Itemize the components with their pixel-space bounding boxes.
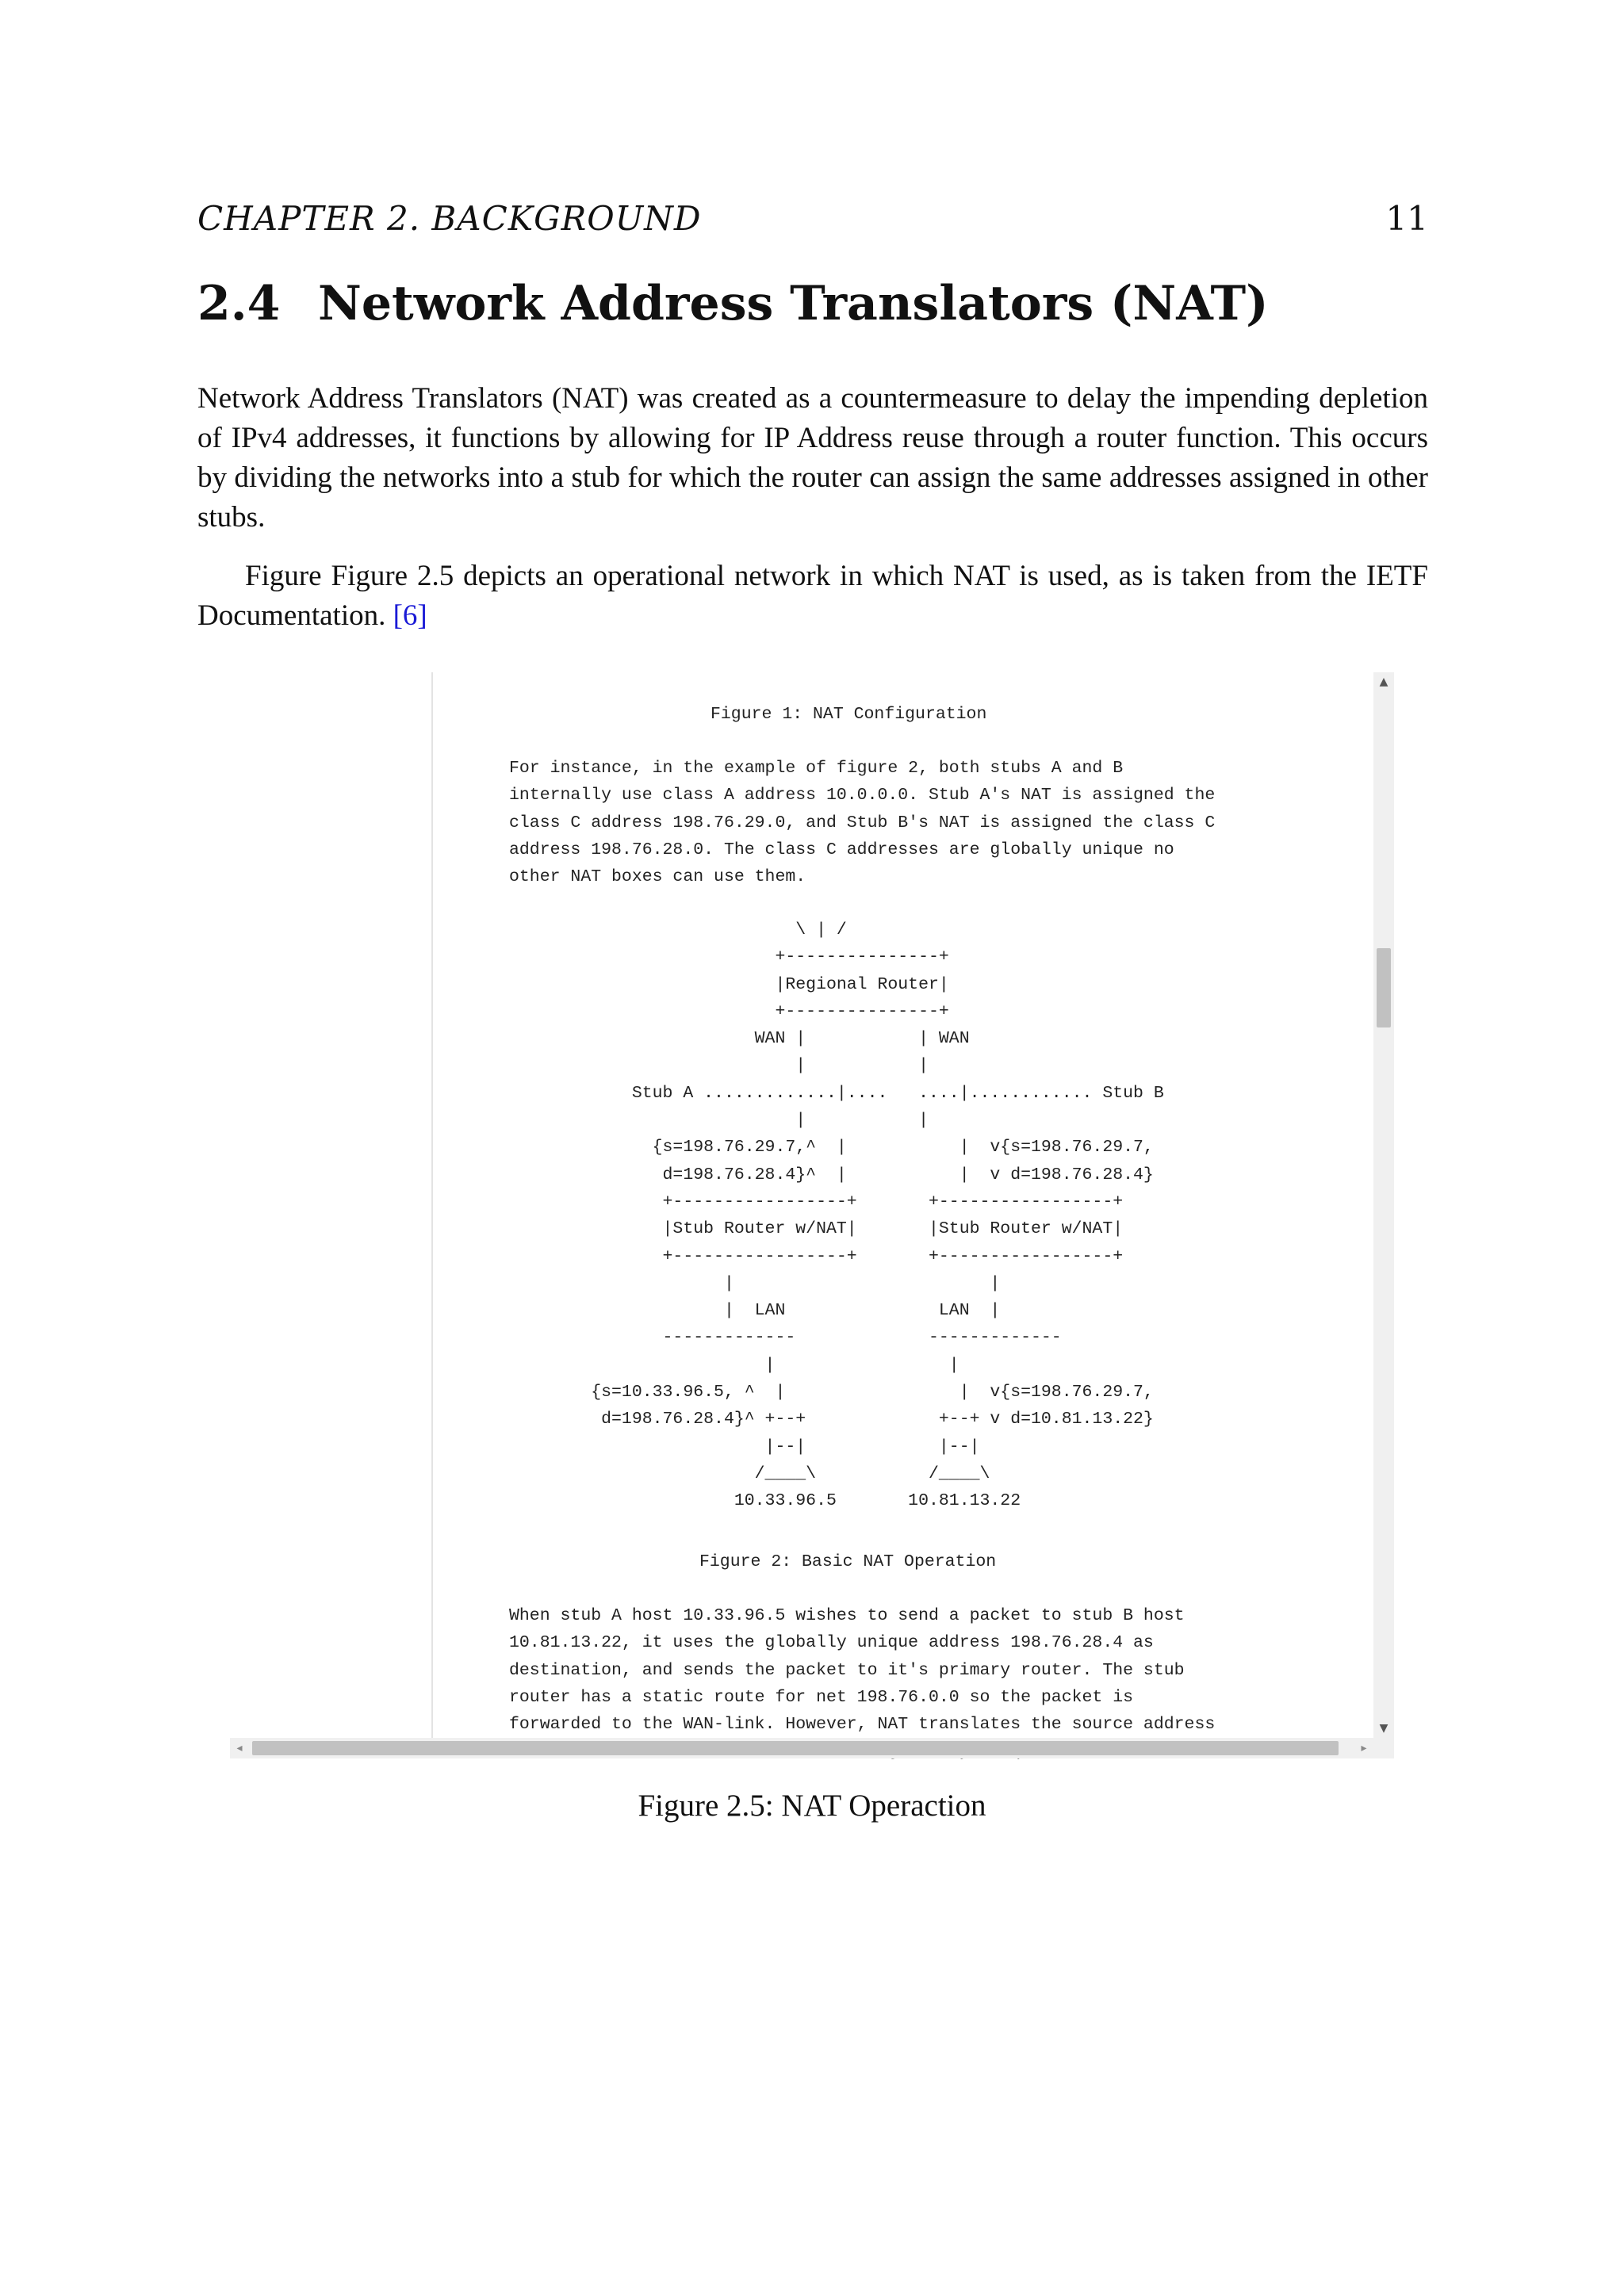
scroll-left-arrow-icon[interactable]: ◂ xyxy=(236,1742,243,1755)
scroll-right-arrow-icon[interactable]: ▸ xyxy=(1361,1742,1367,1755)
rfc-paragraph-a: For instance, in the example of figure 2, both stubs A and B internally use class A address 10.0.0.0. Stub A's NAT is assigned the class C address 198.76.29.0, and Stub B's NAT is assigned the class C address 198.76.28.0. The class C addresses are globally unique no other NAT boxes can use them. xyxy=(509,759,1216,887)
running-header xyxy=(197,197,1428,241)
horizontal-scrollbar[interactable] xyxy=(230,1738,1394,1758)
figure1-caption: Figure 1: NAT Configuration xyxy=(710,705,987,724)
section-heading xyxy=(197,274,1269,334)
section-title: Network Address Translators (NAT) xyxy=(318,276,1269,331)
screenshot-content xyxy=(433,672,1373,1738)
rfc-paragraph-b: When stub A host 10.33.96.5 wishes to send a packet to stub B host 10.81.13.22, it uses the globally unique address 198.76.28.4 as destination, and sends the packet to it's primary router. The stub router has a static route for net 198.76.0.0 so the packet is forwarded to the WAN-link. However, NAT translates the source address xyxy=(509,1606,1216,1735)
scroll-up-arrow-icon[interactable]: ▲ xyxy=(1379,675,1388,688)
figure-caption: Figure 2.5: NAT Operaction xyxy=(638,1789,986,1823)
chapter-title: CHAPTER 2. BACKGROUND xyxy=(197,199,702,238)
paragraph-figure-reference xyxy=(197,557,1428,636)
nat-ascii-diagram: \ | / +---------------+ |Regional Router| +---------------+ WAN | | WAN | | Stub A .............|.... ....|............ Stub B | | {s=198.76.29.7,^ | | v{s=198.76.29.7, d=198.76.28.4}^ | | v d=198.76.28.4} +-----------------+ +-----------------+ |Stub Router w/NAT| |Stub Router w/NAT| +-----------------+ +-----------------+ | | | LAN LAN | ------------- ------------- | | {s=10.33.96.5, ^ | | v{s=198.76.29.7, d=198.76.28.4}^ +--+ +--+ v d=10.81.13.22} |--| |--| /____\ /____\ 10.33.96.5 10.81.13.22 xyxy=(591,920,1164,1511)
vertical-scrollbar[interactable] xyxy=(1373,672,1394,1738)
embedded-screenshot xyxy=(230,672,1394,1762)
citation-link[interactable]: [6] xyxy=(393,599,427,632)
horizontal-scroll-thumb[interactable] xyxy=(252,1741,1339,1755)
vertical-scroll-thumb[interactable] xyxy=(1377,948,1391,1027)
paragraph-figure-reference-text: Figure Figure 2.5 depicts an operational network in which NAT is used, as is taken from the IETF Documentation. xyxy=(197,560,1428,632)
page-number: 11 xyxy=(1385,199,1428,238)
scroll-down-arrow-icon[interactable]: ▼ xyxy=(1379,1722,1388,1735)
figure2-caption: Figure 2: Basic NAT Operation xyxy=(699,1552,997,1571)
paragraph-intro: Network Address Translators (NAT) was created as a countermeasure to delay the impending depletion of IPv4 addresses, it functions by allowing for IP Address reuse through a router function. This occurs by dividing the networks into a stub for which the router can assign the same addresses assigned in other stubs. xyxy=(197,382,1428,534)
section-number: 2.4 xyxy=(197,276,281,331)
